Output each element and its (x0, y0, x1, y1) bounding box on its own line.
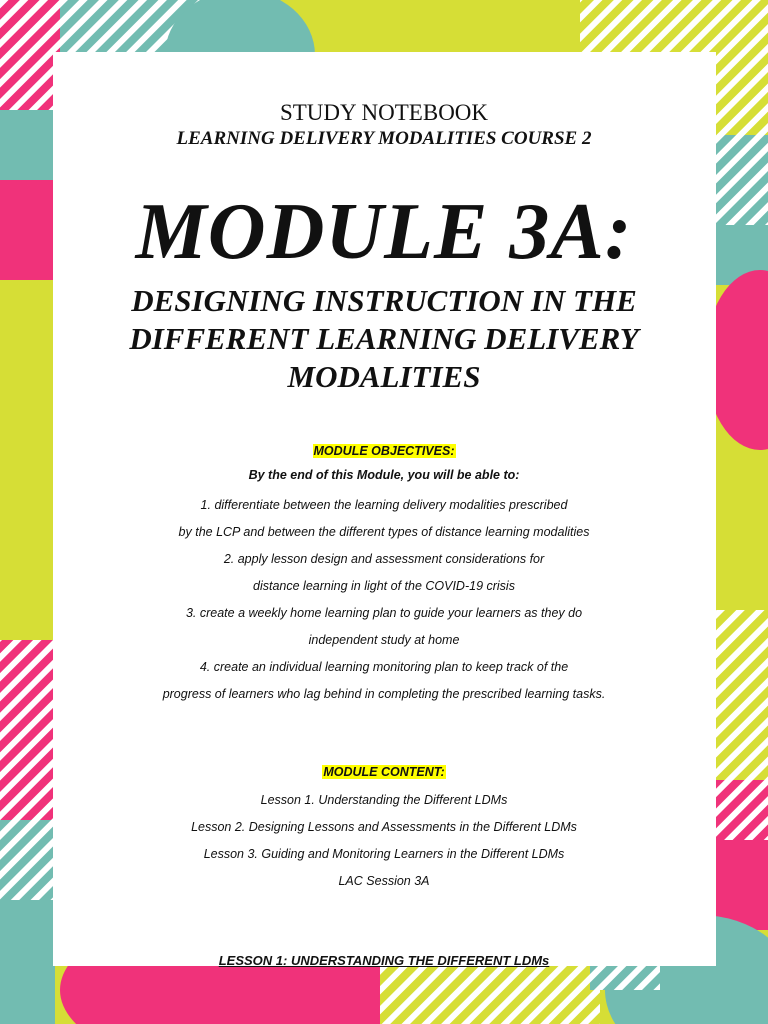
module-title-line: DIFFERENT LEARNING DELIVERY (129, 321, 639, 356)
module-number: MODULE 3A: (135, 188, 633, 276)
objective-line: 3. create a weekly home learning plan to guide your learners as they do (185, 606, 583, 620)
objective-line: distance learning in light of the COVID-19 crisis (253, 579, 515, 593)
content-heading: MODULE CONTENT: (323, 765, 445, 779)
objectives-list (0, 492, 768, 708)
module-title-line: MODALITIES (287, 359, 481, 394)
content-item: LAC Session 3A (338, 874, 430, 888)
objectives-intro: By the end of this Module, you will be able to: (248, 468, 520, 482)
objective-line: independent study at home (308, 633, 460, 647)
content-heading-wrap (0, 763, 768, 781)
objective-line: 2. apply lesson design and assessment considerations for (223, 552, 545, 566)
content-item: Lesson 1. Understanding the Different LDMs (260, 793, 508, 807)
content-item: Lesson 3. Guiding and Monitoring Learners in the Different LDMs (203, 847, 565, 861)
module-title (0, 282, 768, 396)
content-item: Lesson 2. Designing Lessons and Assessments in the Different LDMs (191, 820, 577, 834)
course-title: LEARNING DELIVERY MODALITIES COURSE 2 (176, 128, 592, 149)
objective-line: 4. create an individual learning monitoring plan to keep track of the (199, 660, 569, 674)
content-list (0, 787, 768, 895)
objectives-heading: MODULE OBJECTIVES: (313, 444, 455, 458)
objective-line: 1. differentiate between the learning delivery modalities prescribed (200, 498, 568, 512)
objective-line: by the LCP and between the different types of distance learning modalities (178, 525, 590, 539)
objective-line: progress of learners who lag behind in completing the prescribed learning tasks. (162, 687, 606, 701)
objectives-heading-wrap (0, 442, 768, 460)
study-notebook-label: STUDY NOTEBOOK (279, 100, 489, 125)
module-title-line: DESIGNING INSTRUCTION IN THE (131, 283, 637, 318)
lesson-1-heading: LESSON 1: UNDERSTANDING THE DIFFERENT LDMs (218, 953, 550, 968)
